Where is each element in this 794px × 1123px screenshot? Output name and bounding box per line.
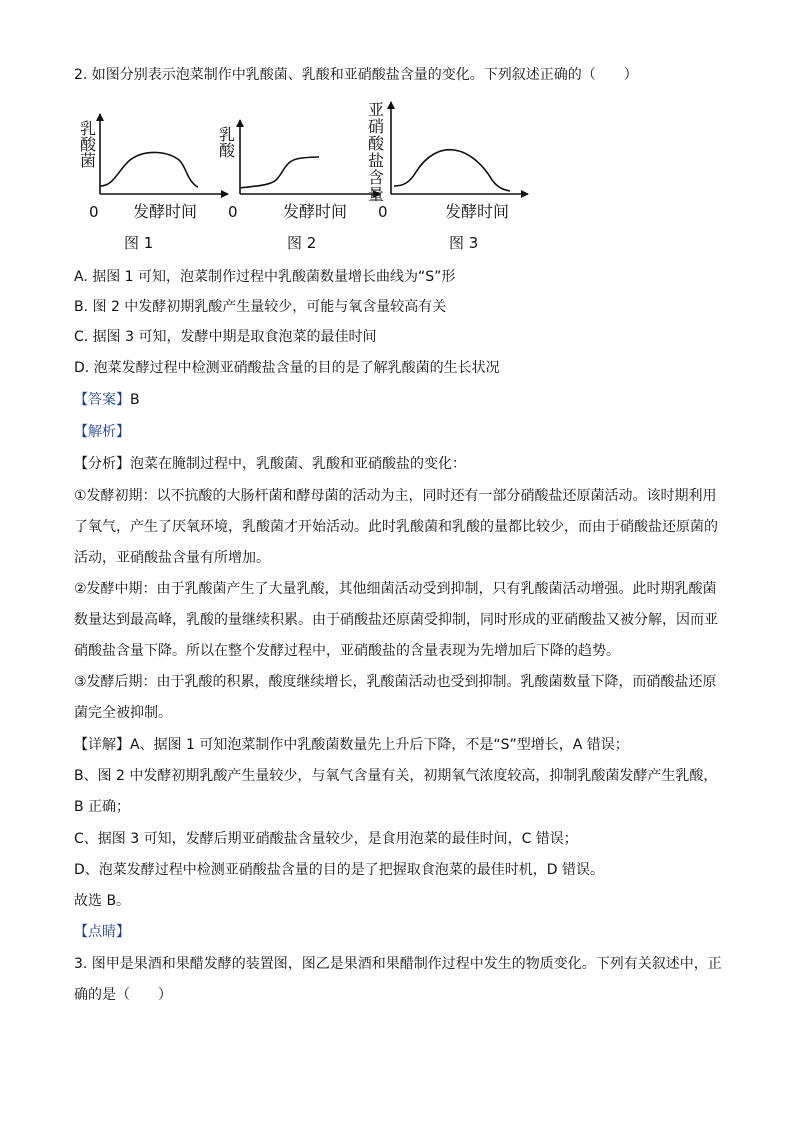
option-b: B. 图 2 中发酵初期乳酸产生量较少，可能与氧含量较高有关 (74, 299, 447, 315)
figure-2-curve (240, 157, 319, 188)
option-c: C. 据图 3 可知，发酵中期是取食泡菜的最佳时间 (74, 329, 377, 345)
figure-group (74, 100, 544, 260)
analysis-line: 菌完全被抑制。 (74, 705, 172, 721)
analysis-line: ③发酵后期：由于乳酸的积累，酸度继续增长，乳酸菌活动也受到抑制。乳酸菌数量下降，而硝酸盐还原 (74, 674, 717, 690)
figure-3-ylabel-4: 盐 (368, 151, 385, 170)
detail-first: A、据图 1 可知泡菜制作中乳酸菌数量先上升后下降，不是“S”型增长，A 错误； (130, 737, 629, 753)
analysis-line: ②发酵中期：由于乳酸菌产生了大量乳酸，其他细菌活动受到抑制，只有乳酸菌活动增强。此时期乳酸菌 (74, 581, 717, 597)
analysis-heading (74, 423, 130, 441)
figure-3 (368, 100, 528, 252)
figure-1-ylabel-2: 酸 (80, 135, 97, 154)
analysis-line: 硝酸盐含量下降。所以在整个发酵过程中，亚硝酸盐的含量表现为先增加后下降的趋势。 (74, 643, 620, 659)
figure-2-ylabel-1: 乳 (219, 125, 236, 144)
figure-3-ylabel-2: 硝 (368, 117, 385, 136)
option-d: D. 泡菜发酵过程中检测亚硝酸盐含量的目的是了解乳酸菌的生长状况 (74, 360, 500, 376)
option-a: A. 据图 1 可知，泡菜制作过程中乳酸菌数量增长曲线为“S”形 (74, 269, 456, 285)
figure-1 (80, 114, 228, 252)
figure-3-caption: 图 3 (449, 234, 479, 252)
answer-value: B (130, 392, 140, 408)
figure-1-ylabel-1: 乳 (80, 119, 97, 138)
detail-line: C、据图 3 可知，发酵后期亚硝酸盐含量较少，是食用泡菜的最佳时间，C 错误； (74, 831, 578, 847)
figure-1-curve (100, 152, 198, 187)
figure-3-ylabel-1: 亚 (368, 100, 385, 119)
question-3-line: 3. 图甲是果酒和果醋发酵的装置图，图乙是果酒和果醋制作过程中发生的物质变化。下列有关叙述中，正 (74, 956, 722, 972)
comment-heading (74, 923, 130, 941)
analysis-line: 数量达到最高峰，乳酸的量继续积累。由于硝酸盐还原菌受抑制，同时形成的亚硝酸盐又被分解，因而亚 (74, 612, 718, 628)
detail-line: B 正确； (74, 799, 131, 815)
answer-label: 【答案】 (74, 392, 130, 408)
figure-3-origin: 0 (378, 203, 388, 221)
detail-line: 故选 B。 (74, 893, 131, 909)
figure-2 (219, 120, 380, 252)
figure-1-xlabel: 发酵时间 (133, 202, 198, 221)
comment-label: 【点睛】 (74, 924, 130, 940)
figure-3-curve (394, 150, 510, 191)
figure-2-xlabel: 发酵时间 (283, 202, 348, 221)
analysis-line: ①发酵初期：以不抗酸的大肠杆菌和酵母菌的活动为主，同时还有一部分硝酸盐还原菌活动。该时期利用 (74, 488, 717, 504)
analysis-line: 了氧气，产生了厌氧环境，乳酸菌才开始活动。此时乳酸菌和乳酸的量都比较少，而由于硝酸盐还原菌的 (74, 519, 718, 535)
figure-3-ylabel-6: 量 (368, 185, 385, 204)
figure-3-xlabel: 发酵时间 (445, 202, 510, 221)
figure-3-ylabel-5: 含 (368, 168, 385, 187)
analysis-line: 活动，亚硝酸盐含量有所增加。 (74, 550, 270, 566)
detail-first-row (74, 736, 629, 754)
figure-1-ylabel-3: 菌 (80, 151, 97, 170)
answer-row (74, 391, 140, 409)
figure-3-ylabel-3: 酸 (368, 134, 385, 153)
detail-line: D、泡菜发酵过程中检测亚硝酸盐含量的目的是了把握取食泡菜的最佳时机，D 错误。 (74, 862, 605, 878)
analysis-intro: 泡菜在腌制过程中，乳酸菌、乳酸和亚硝酸盐的变化： (130, 456, 466, 472)
figure-2-caption: 图 2 (287, 234, 317, 252)
analysis-label: 【解析】 (74, 424, 130, 440)
figure-1-origin: 0 (89, 203, 99, 221)
detail-line: B、图 2 中发酵初期乳酸产生量较少，与氧气含量有关，初期氧气浓度较高，抑制乳酸菌发酵产生乳酸， (74, 768, 718, 784)
figure-2-ylabel-2: 酸 (219, 141, 236, 160)
analysis-intro-row (74, 455, 466, 473)
figure-2-origin: 0 (228, 203, 238, 221)
analysis-intro-label: 【分析】 (74, 456, 130, 472)
question-3-line: 确的是（ ） (74, 987, 172, 1003)
figure-1-caption: 图 1 (124, 234, 154, 252)
question-2-stem: 2. 如图分别表示泡菜制作中乳酸菌、乳酸和亚硝酸盐含量的变化。下列叙述正确的（ ） (74, 67, 638, 83)
detail-label: 【详解】 (74, 737, 130, 753)
